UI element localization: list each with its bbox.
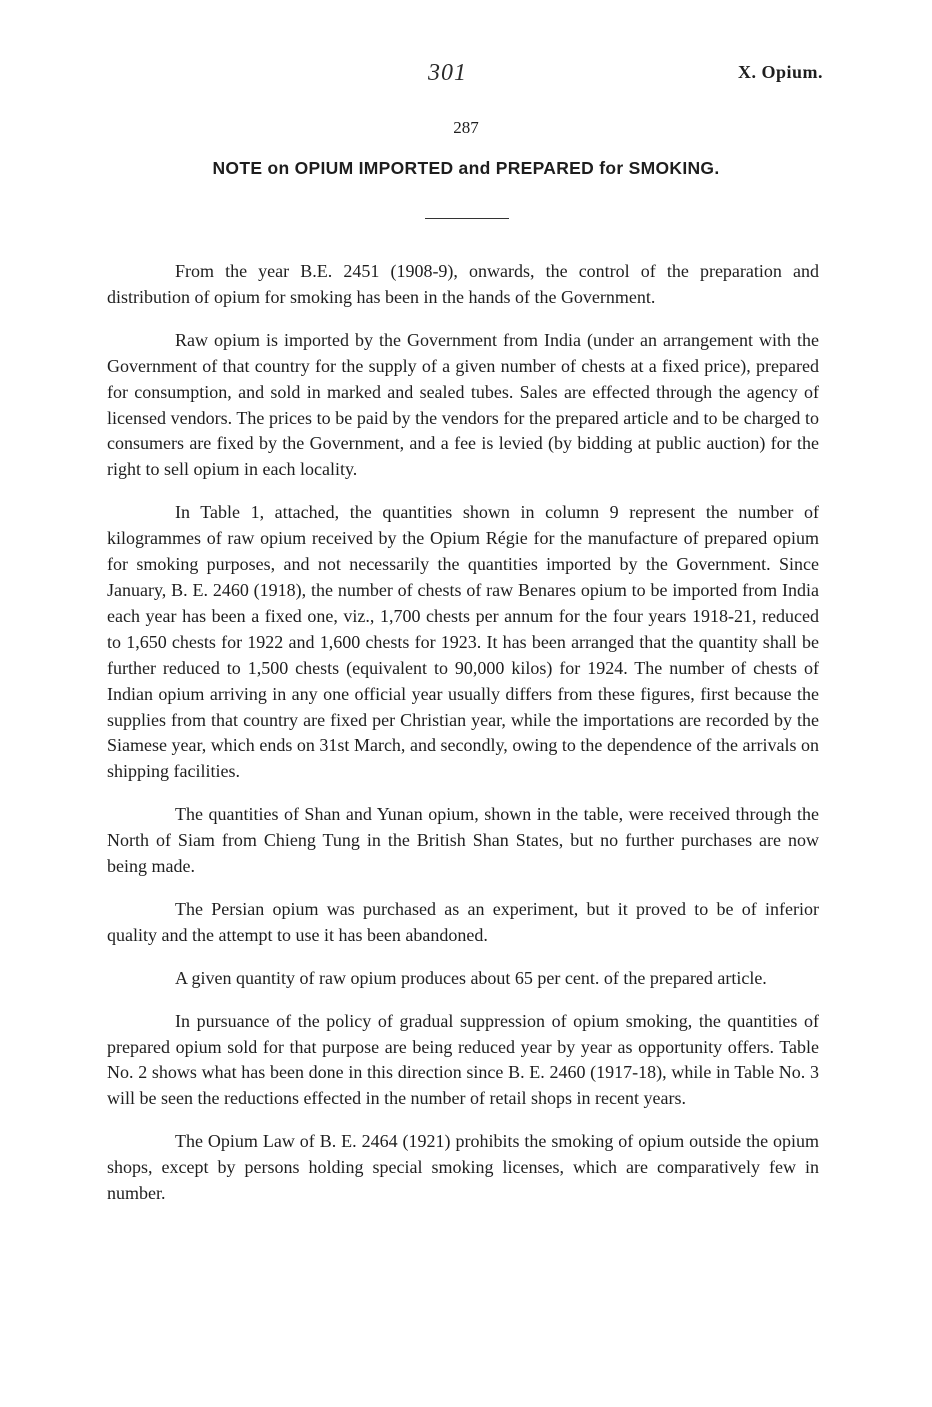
body-text [107,259,819,1224]
page-number: 287 [453,118,479,137]
paragraph-raw-opium-import: Raw opium is imported by the Government from India (under an arrangement with the Government of that country for the supply of a given number of chests at a fixed price), prepared for consumption, and sold in marked and sealed tubes. Sales are effected through the agency of licensed vendors. The prices to be paid by the vendors for the prepared article and to be charged to consumers are fixed by the Government, and a fee is levied (by bidding at public auction) for the right to sell opium in each locality. [107,329,819,480]
paragraph-opium-law: The Opium Law of B. E. 2464 (1921) prohibits the smoking of opium outside the opium shops, except by persons holding special smoking licenses, which are comparatively few in number. [107,1131,819,1204]
paragraph-control-of-preparation: From the year B.E. 2451 (1908-9), onwards, the control of the preparation and distribution of opium for smoking has been in the hands of the Government. [107,261,819,307]
paragraph-suppression-policy: In pursuance of the policy of gradual suppression of opium smoking, the quantities of prepared opium sold for that purpose are being reduced year by year as opportunity offers. Table No. 2 shows what has been done in this direction since B. E. 2460 (1917-18), while in Table No. 3 will be seen the reductions effected in the number of retail shops in recent years. [107,1010,819,1109]
paragraph-table-1-quantities: In Table 1, attached, the quantities shown in column 9 represent the number of kilogrammes of raw opium received by the Opium Régie for the manufacture of prepared opium for smoking purposes, and not necessarily the quantities imported by the Government. Since January, B. E. 2460 (1918), the number of chests of raw Benares opium to be imported from India each year has been a fixed one, viz., 1,700 chests per annum for the four years 1918-21, reduced to 1,650 chests for 1922 and 1,600 chests for 1923. It has been arranged that the quantity shall be further reduced to 1,500 chests (equivalent to 90,000 kilos) for 1924. The number of chests of Indian opium arriving in any one official year usually differs from these figures, first because the supplies from that country are fixed per Christian year, while the importations are recorded by the Siamese year, which ends on 31st March, and secondly, owing to the dependence of the arrivals on shipping facilities. [107,502,819,782]
paragraph-persian-opium: The Persian opium was purchased as an experiment, but it proved to be of inferior quality and the attempt to use it has been abandoned. [107,898,819,945]
paragraph-shan-yunan-opium: The quantities of Shan and Yunan opium, shown in the table, were received through the North of Siam from Chieng Tung in the British Shan States, but no further purchases are now being made. [107,804,819,877]
document-title: NOTE on OPIUM IMPORTED and PREPARED for SMOKING. [212,158,720,178]
section-label: X. Opium. [738,62,824,82]
handwritten-annotation: 301 [428,60,467,86]
paragraph-yield: A given quantity of raw opium produces about 65 per cent. of the prepared article. [175,967,767,988]
title-divider [425,218,509,219]
